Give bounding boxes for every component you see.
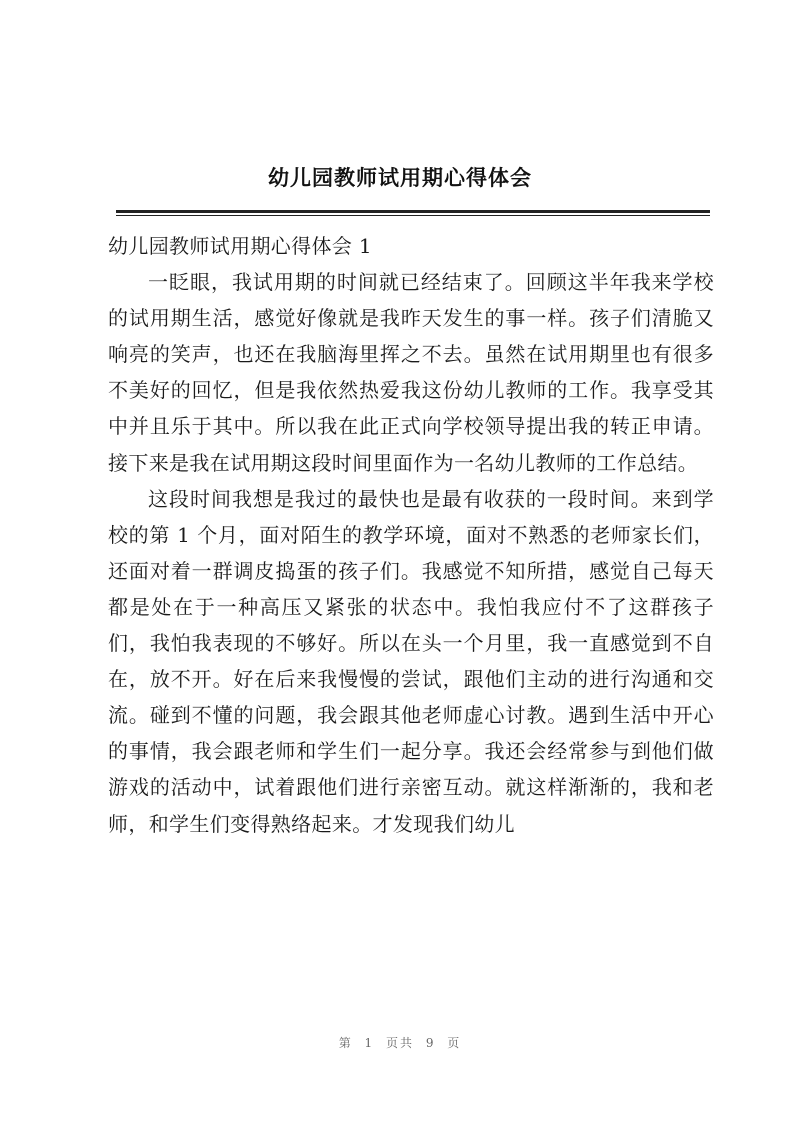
title-rule-thin	[116, 215, 710, 216]
page-footer: 第 1 页共 9 页	[338, 1036, 462, 1050]
document-body	[108, 228, 714, 842]
document-title: 幼儿园教师试用期心得体会	[268, 166, 532, 190]
section-heading: 幼儿园教师试用期心得体会 1	[108, 234, 372, 258]
title-rule-thick	[116, 210, 710, 213]
paragraph-1: 一眨眼，我试用期的时间就已经结束了。回顾这半年我来学校的试用期生活，感觉好像就是我昨天发生的事一样。孩子们清脆又响亮的笑声，也还在我脑海里挥之不去。虽然在试用期里也有很多不美好的回忆，但是我依然热爱我这份幼儿教师的工作。我享受其中并且乐于其中。所以我在此正式向学校领导提出我的转正申请。接下来是我在试用期这段时间里面作为一名幼儿教师的工作总结。	[108, 270, 714, 475]
paragraph-2: 这段时间我想是我过的最快也是最有收获的一段时间。来到学校的第 1 个月，面对陌生的教学环境，面对不熟悉的老师家长们，还面对着一群调皮捣蛋的孩子们。我感觉不知所措，感觉自己每天都是处在于一种高压又紧张的状态中。我怕我应付不了这群孩子们，我怕我表现的不够好。所以在头一个月里，我一直感觉到不自在，放不开。好在后来我慢慢的尝试，跟他们主动的进行沟通和交流。碰到不懂的问题，我会跟其他老师虚心讨教。遇到生活中开心的事情，我会跟老师和学生们一起分享。我还会经常参与到他们做游戏的活动中，试着跟他们进行亲密互动。就这样渐渐的，我和老师，和学生们变得熟络起来。才发现我们幼儿	[108, 486, 714, 836]
